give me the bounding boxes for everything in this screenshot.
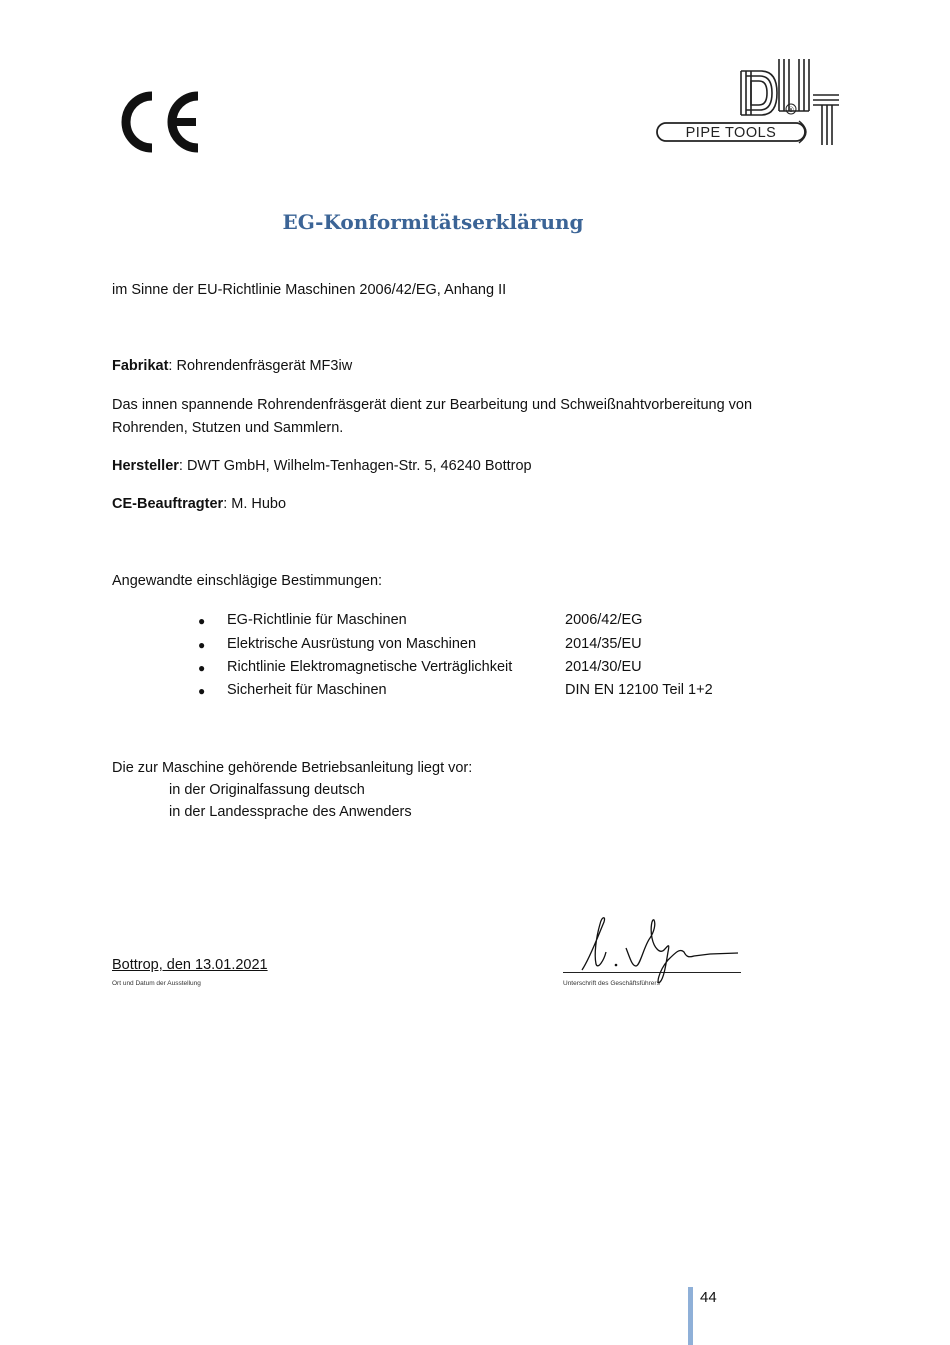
signature-caption: Unterschrift des Geschäftsführers [563,980,660,987]
product-label: Fabrikat [112,358,169,374]
document-title: EG-Konformitätserklärung [282,210,584,234]
product-line [112,358,352,374]
regulation-code: 2014/30/EU [565,659,642,675]
ce-mark-icon [112,90,204,154]
regulation-code: 2014/35/EU [565,636,642,652]
page-number-bar [688,1287,693,1345]
intro-text: im Sinne der EU-Richtlinie Maschinen 2006/42/EG, Anhang II [112,282,507,298]
registered-mark: ® [787,106,795,114]
ce-officer-line [112,496,286,512]
manufacturer-label: Hersteller [112,458,179,474]
regulations-heading: Angewandte einschlägige Bestimmungen: [112,573,383,589]
regulation-name: Elektrische Ausrüstung von Maschinen [227,636,477,652]
regulation-name: Richtlinie Elektromagnetische Verträglichkeit [227,659,513,675]
manual-line-1: in der Originalfassung deutsch [169,782,365,798]
bullet-icon: ● [198,684,206,698]
place-date: Bottrop, den 13.01.2021 [112,957,268,973]
place-date-caption: Ort und Datum der Ausstellung [112,980,201,987]
manual-heading: Die zur Maschine gehörende Betriebsanleitung liegt vor: [112,760,473,776]
bullet-icon: ● [198,614,206,628]
product-value: : Rohrendenfräsgerät MF3iw [168,358,353,374]
manufacturer-value: : DWT GmbH, Wilhelm-Tenhagen-Str. 5, 46240 Bottrop [178,458,532,474]
handwritten-signature [560,908,750,988]
logo-text: PIPE TOOLS [685,125,777,141]
manufacturer-line [112,458,532,474]
bullet-icon: ● [198,661,206,675]
description-line-1: Das innen spannende Rohrendenfräsgerät dient zur Bearbeitung und Schweißnahtvorbereitung von [112,397,753,413]
regulation-name: EG-Richtlinie für Maschinen [227,612,407,628]
page-number: 44 [700,1289,717,1306]
ce-officer-value: : M. Hubo [223,496,287,512]
bullet-icon: ● [198,638,206,652]
description-line-2: Rohrenden, Stutzen und Sammlern. [112,420,344,436]
regulation-code: 2006/42/EG [565,612,643,628]
manual-line-2: in der Landessprache des Anwenders [169,804,412,820]
regulation-name: Sicherheit für Maschinen [227,682,387,698]
regulation-code: DIN EN 12100 Teil 1+2 [565,682,713,698]
dwt-pipe-tools-logo [653,55,843,147]
ce-officer-label: CE-Beauftragter [112,496,224,512]
